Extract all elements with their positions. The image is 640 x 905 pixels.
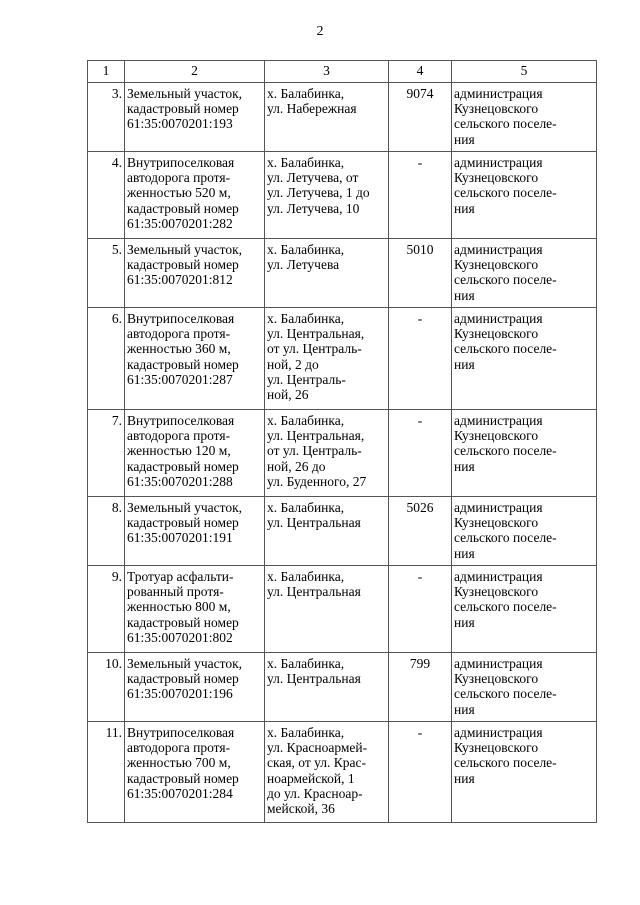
object-area: 799 (389, 653, 452, 722)
object-owner: администрация Кузнецовского сельского поселе- ния (452, 566, 597, 653)
object-owner: администрация Кузнецовского сельского поселе- ния (452, 410, 597, 497)
object-address: х. Балабинка, ул. Набережная (265, 83, 389, 152)
row-number: 10. (88, 653, 125, 722)
column-header-1: 1 (88, 61, 125, 83)
object-name: Земельный участок, кадастровый номер 61:35:0070201:193 (125, 83, 265, 152)
object-address: х. Балабинка, ул. Центральная, от ул. Централь- ной, 26 до ул. Буденного, 27 (265, 410, 389, 497)
table-row (88, 83, 597, 152)
table-row (88, 722, 597, 823)
object-address: х. Балабинка, ул. Центральная (265, 566, 389, 653)
table-row (88, 653, 597, 722)
object-area: - (389, 152, 452, 239)
object-name: Тротуар асфальти- рованный протя- женностью 800 м, кадастровый номер 61:35:0070201:802 (125, 566, 265, 653)
object-area: 5010 (389, 239, 452, 308)
page-number: 2 (316, 24, 324, 39)
object-owner: администрация Кузнецовского сельского поселе- ния (452, 239, 597, 308)
object-name: Внутрипоселковая автодорога протя- женностью 520 м, кадастровый номер 61:35:0070201:282 (125, 152, 265, 239)
object-area: - (389, 722, 452, 823)
object-owner: администрация Кузнецовского сельского поселе- ния (452, 83, 597, 152)
table-row (88, 308, 597, 410)
object-address: х. Балабинка, ул. Центральная, от ул. Централь- ной, 2 до ул. Централь- ной, 26 (265, 308, 389, 410)
table-row (88, 566, 597, 653)
table-row (88, 239, 597, 308)
column-header-2: 2 (125, 61, 265, 83)
object-name: Земельный участок, кадастровый номер 61:35:0070201:191 (125, 497, 265, 566)
object-name: Внутрипоселковая автодорога протя- женностью 120 м, кадастровый номер 61:35:0070201:288 (125, 410, 265, 497)
row-number: 5. (88, 239, 125, 308)
property-registry-table (87, 60, 597, 823)
column-header-5: 5 (452, 61, 597, 83)
row-number: 11. (88, 722, 125, 823)
object-name: Внутрипоселковая автодорога протя- женностью 700 м, кадастровый номер 61:35:0070201:284 (125, 722, 265, 823)
object-owner: администрация Кузнецовского сельского поселе- ния (452, 722, 597, 823)
column-header-3: 3 (265, 61, 389, 83)
object-name: Внутрипоселковая автодорога протя- женностью 360 м, кадастровый номер 61:35:0070201:287 (125, 308, 265, 410)
table-row (88, 497, 597, 566)
column-header-4: 4 (389, 61, 452, 83)
table-row (88, 152, 597, 239)
row-number: 6. (88, 308, 125, 410)
row-number: 8. (88, 497, 125, 566)
row-number: 4. (88, 152, 125, 239)
object-area: 5026 (389, 497, 452, 566)
object-area: 9074 (389, 83, 452, 152)
row-number: 7. (88, 410, 125, 497)
object-owner: администрация Кузнецовского сельского поселе- ния (452, 152, 597, 239)
object-area: - (389, 566, 452, 653)
object-address: х. Балабинка, ул. Летучева, от ул. Летучева, 1 до ул. Летучева, 10 (265, 152, 389, 239)
object-area: - (389, 410, 452, 497)
row-number: 9. (88, 566, 125, 653)
object-name: Земельный участок, кадастровый номер 61:35:0070201:812 (125, 239, 265, 308)
table-header-row (88, 61, 597, 83)
object-owner: администрация Кузнецовского сельского поселе- ния (452, 653, 597, 722)
object-area: - (389, 308, 452, 410)
object-address: х. Балабинка, ул. Красноармей- ская, от ул. Крас- ноармейской, 1 до ул. Красноар- мейской, 36 (265, 722, 389, 823)
object-owner: администрация Кузнецовского сельского поселе- ния (452, 497, 597, 566)
object-address: х. Балабинка, ул. Центральная (265, 653, 389, 722)
row-number: 3. (88, 83, 125, 152)
table-row (88, 410, 597, 497)
object-name: Земельный участок, кадастровый номер 61:35:0070201:196 (125, 653, 265, 722)
object-address: х. Балабинка, ул. Летучева (265, 239, 389, 308)
object-owner: администрация Кузнецовского сельского поселе- ния (452, 308, 597, 410)
object-address: х. Балабинка, ул. Центральная (265, 497, 389, 566)
